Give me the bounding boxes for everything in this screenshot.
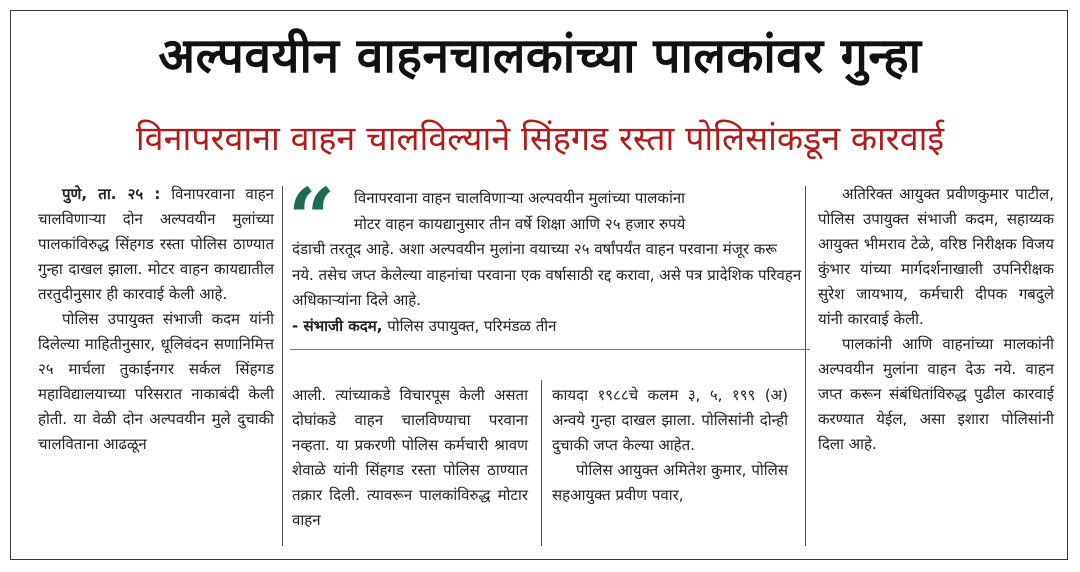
col3-para2: पोलिस आयुक्त अमितेश कुमार, पोलिस सहआयुक्त प्रवीण पवार, xyxy=(552,461,788,504)
quote-attribution xyxy=(292,314,802,340)
dateline: पुणे, ता. २५ : xyxy=(62,185,161,203)
column-3 xyxy=(552,383,788,508)
attribution-title: पोलिस उपायुक्त, परिमंडळ तीन xyxy=(387,316,557,335)
attribution-name: - संभाजी कदम, xyxy=(292,316,383,335)
column-1 xyxy=(38,182,274,457)
col4-para2: पालकांनी आणि वाहनांच्या मालकांनी अल्पवयीन मुलांना वाहन देऊ नये. वाहन जप्त करून संबंधितांविरुद्ध पुढील कारवाई करण्यात येईल, असा इशारा पोलिसांनी दिला आहे. xyxy=(818,335,1054,453)
quote-body: दंडाची तरतूद आहे. अशा अल्पवयीन मुलांना वयाच्या २५ वर्षांपर्यंत वाहन परवाना मंजूर करू नये. तसेच जप्त केलेल्या वाहनांचा परवाना एक वर्षासाठी रद्द करावा, असे पत्र प्रादेशिक परिवहन अधिकाऱ्यांना दिले आहे. xyxy=(292,240,802,309)
col1-para2: पोलिस उपायुक्त संभाजी कदम यांनी दिलेल्या माहितीनुसार, धूलिवंदन सणानिमित्त २५ मार्चला तुकाईनगर सर्कल सिंहगड महाविद्यालयाच्या परिसरात नाकाबंदी केली होती. या वेळी दोन अल्पवयीन मुले दुचाकी चालविताना आढळून xyxy=(38,310,274,453)
col2-para1: आली. त्यांच्याकडे विचारपूस केली असता दोघांकडे वाहन चालविण्याचा परवाना नव्हता. या प्रकरणी पोलिस कर्मचारी श्रावण शेवाळे यांनी सिंहगड रस्ता पोलिस ठाण्यात तक्रार दिली. त्यावरून पालकांविरुद्ध मोटार वाहन xyxy=(292,386,528,529)
quote-line-1: विनापरवाना वाहन चालविणाऱ्या अल्पवयीन मुलांच्या पालकांना xyxy=(354,189,686,207)
headline: अल्पवयीन वाहनचालकांच्या पालकांवर गुन्हा xyxy=(158,28,922,84)
quote-line-2: मोटर वाहन कायद्यानुसार तीन वर्षे शिक्षा आणि २५ हजार रुपये xyxy=(354,214,686,233)
subheadline: विनापरवाना वाहन चालविल्याने सिंहगड रस्ता पोलिसांकडून कारवाई xyxy=(135,119,945,159)
pull-quote xyxy=(292,186,802,339)
quote-divider xyxy=(290,349,810,350)
column-divider-2 xyxy=(541,380,542,546)
col1-para1 xyxy=(38,182,274,307)
column-4 xyxy=(818,182,1054,457)
column-divider-3 xyxy=(805,186,806,546)
col1-para1-text: विनापरवाना वाहन चालविणाऱ्या दोन अल्पवयीन मुलांच्या पालकांविरुद्ध सिंहगड रस्ता पोलिस ठाण्यात गुन्हा दाखल झाला. मोटर वाहन कायद्यातील तरतुदीनुसार ही कारवाई केली आहे. xyxy=(38,185,274,303)
column-divider-1 xyxy=(282,186,283,546)
quote-mark-icon: “ xyxy=(288,171,336,267)
col4-para1: अतिरिक्त आयुक्त प्रवीणकुमार पाटील, पोलिस उपायुक्त संभाजी कदम, सहाय्यक आयुक्त भीमराव टेळे, वरिष्ठ निरीक्षक विजय कुंभार यांच्या मार्गदर्शनाखाली उपनिरीक्षक सुरेश जायभाय, कर्मचारी दीपक गबदुले यांनी कारवाई केली. xyxy=(818,185,1054,328)
column-2 xyxy=(292,383,528,533)
col3-para1: कायदा १९८८चे कलम ३, ५, १९९ (अ) अन्वये गुन्हा दाखल झाला. पोलिसांनी दोन्ही दुचाकी जप्त केल्या आहेत. xyxy=(552,386,788,454)
